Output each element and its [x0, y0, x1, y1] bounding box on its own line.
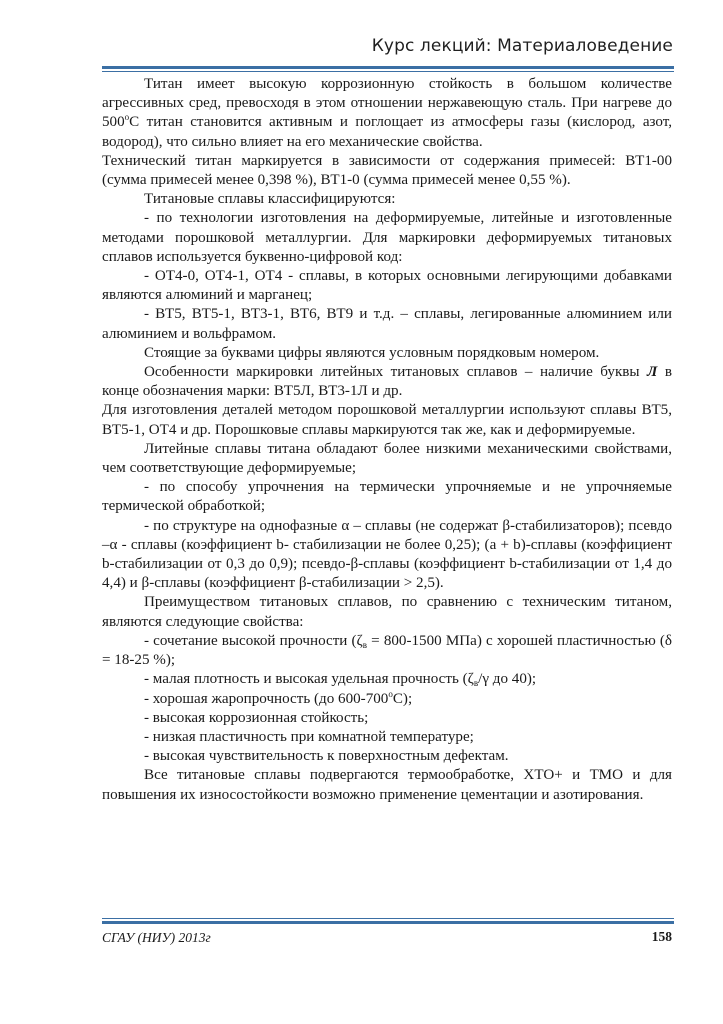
paragraph: Литейные сплавы титана обладают более низкими механическими свойствами, чем соответствующие деформируемые; [102, 440, 672, 477]
paragraph: Технический титан маркируется в зависимости от содержания примесей: ВТ1-00 (сумма примесей менее 0,398 %), ВТ1-0 (сумма примесей менее 0,55 %). [102, 152, 672, 189]
page-header-title: Курс лекций: Материаловедение [371, 36, 673, 56]
paragraph: Все титановые сплавы подвергаются термообработке, ХТО+ и ТМО и для повышения их износостойкости возможно применение цементации и азотирования. [102, 767, 672, 803]
paragraph: Особенности маркировки литейных титановых сплавов – наличие буквы Л в конце обозначения марки: ВТ5Л, ВТ3-1Л и др. [102, 364, 672, 400]
paragraph: - низкая пластичность при комнатной температуре; [144, 728, 474, 745]
paragraph: - по технологии изготовления на деформируемые, литейные и изготовленные методами порошковой металлургии. Для маркировки деформируемых титановых сплавов используется буквенно-цифровой код: [102, 210, 672, 265]
paragraph: Для изготовления деталей методом порошковой металлургии используют сплавы ВТ5, ВТ5-1, ОТ4 и др. Порошковые сплавы маркируются так же, как и деформируемые. [102, 402, 672, 438]
paragraph: - по способу упрочнения на термически упрочняемые и не упрочняемые термической обработкой; [102, 479, 672, 515]
footer-rule-thick [102, 921, 674, 924]
footer-institution: СГАУ (НИУ) 2013г [102, 930, 211, 945]
paragraph: - малая плотность и высокая удельная прочность ($\zeta_в/\gamma$ до 40); [144, 671, 537, 689]
header-rule-thick [102, 66, 674, 69]
paragraph: - высокая коррозионная стойкость; [144, 709, 369, 726]
paragraph: Титановые сплавы классифицируются: [144, 191, 396, 208]
page-number: 158 [651, 929, 672, 944]
paragraph: Преимуществом титановых сплавов, по сравнению с техническим титаном, являются следующие свойства: [102, 594, 672, 630]
paragraph: - ОТ4-0, ОТ4-1, ОТ4 - сплавы, в которых основными легирующими добавками являются алюминий и марганец; [102, 268, 672, 304]
paragraph: - сочетание высокой прочности ($\zeta_в = 800-1500$ МПа) с хорошей пластичностью (δ = 18-25 %); [102, 632, 673, 669]
paragraph: - хорошая жаропрочность (до $600-700^оС$); [144, 688, 413, 707]
paragraph: Титан имеет высокую коррозионную стойкость в большом количестве агрессивных сред, превосходя в этом отношении нержавеющую сталь. При нагреве до $500^оС$ титан становится активным и поглощает из атмосферы газы (кислород, азот, водород), что сильно влияет на его механические свойства. [102, 76, 672, 150]
body-text [102, 75, 672, 805]
paragraph: - по структуре на однофазные α – сплавы (не содержат β-стабилизаторов); псевдо –α - сплавы (коэффициент b- стабилизации не более 0,25); (a + b)-сплавы (коэффициент b-стабилизации от 0,3 до 0,9); псевдо-β-сплавы (коэффициент b-стабилизации от 1,4 до 4,4) и β-сплавы (коэффициент β-стабилизации > 2,5). [102, 517, 672, 592]
paragraph: - высокая чувствительность к поверхностным дефектам. [144, 748, 509, 765]
paragraph: Стоящие за буквами цифры являются условным порядковым номером. [144, 344, 600, 361]
paragraph: - ВТ5, ВТ5-1, ВТ3-1, ВТ6, ВТ9 и т.д. – сплавы, легированные алюминием или алюминием и вольфрамом. [102, 306, 672, 342]
footer-rule-thin [102, 918, 674, 919]
header-rule-thin [102, 71, 674, 72]
